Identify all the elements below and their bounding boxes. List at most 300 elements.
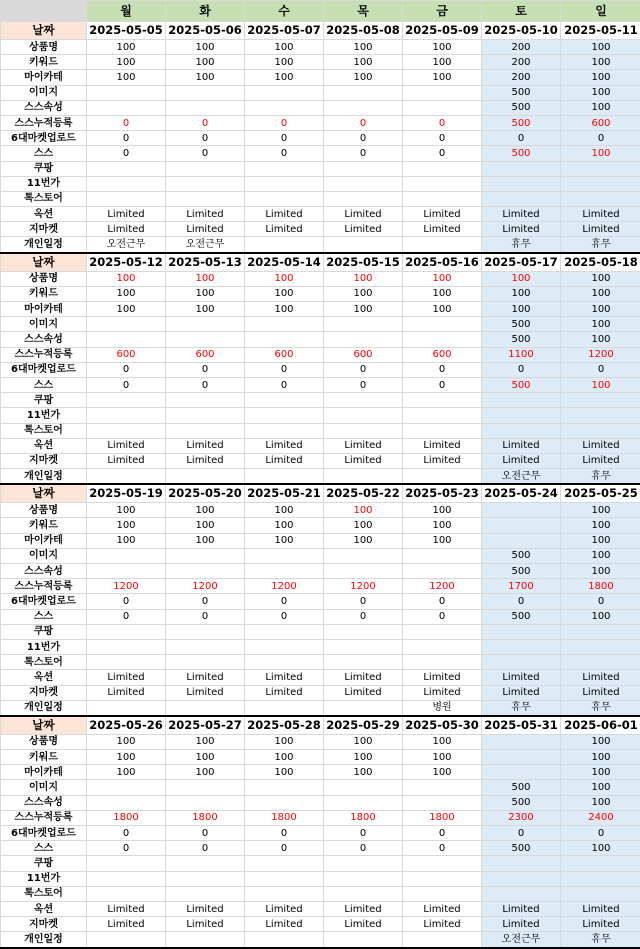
row-label-cell[interactable]: 옥션 <box>1 438 87 453</box>
data-cell[interactable]: 100 <box>87 533 166 548</box>
data-cell[interactable] <box>324 317 403 332</box>
row-label-cell[interactable]: 쿠팡 <box>1 393 87 408</box>
data-cell[interactable] <box>324 469 403 485</box>
row-label-cell[interactable]: 상품명 <box>1 734 87 749</box>
data-cell[interactable]: Limited <box>324 685 403 700</box>
data-cell[interactable]: 100 <box>561 533 640 548</box>
data-cell[interactable] <box>245 548 324 563</box>
data-cell[interactable] <box>324 176 403 191</box>
data-cell[interactable]: Limited <box>87 207 166 222</box>
date-cell[interactable]: 2025-05-07 <box>245 22 324 40</box>
data-cell[interactable]: Limited <box>482 917 561 932</box>
data-cell[interactable] <box>482 856 561 871</box>
data-cell[interactable]: 100 <box>87 70 166 85</box>
data-cell[interactable]: 휴무 <box>482 237 561 253</box>
data-cell[interactable]: 100 <box>324 765 403 780</box>
date-cell[interactable]: 2025-05-26 <box>87 716 166 735</box>
data-cell[interactable]: 100 <box>561 780 640 795</box>
data-cell[interactable]: 0 <box>324 594 403 609</box>
data-cell[interactable]: 500 <box>482 377 561 392</box>
data-cell[interactable] <box>482 503 561 518</box>
data-cell[interactable]: 0 <box>403 377 482 392</box>
data-cell[interactable]: Limited <box>324 438 403 453</box>
data-cell[interactable]: 100 <box>561 70 640 85</box>
data-cell[interactable]: Limited <box>166 670 245 685</box>
data-cell[interactable]: Limited <box>324 207 403 222</box>
data-cell[interactable]: 0 <box>166 609 245 624</box>
data-cell[interactable]: 오전근무 <box>482 932 561 948</box>
row-label-cell[interactable]: 스스누적등록 <box>1 115 87 130</box>
row-label-cell[interactable]: 6대마켓업로드 <box>1 826 87 841</box>
data-cell[interactable]: 200 <box>482 55 561 70</box>
data-cell[interactable]: 100 <box>561 841 640 856</box>
data-cell[interactable]: 100 <box>324 70 403 85</box>
data-cell[interactable]: 100 <box>561 564 640 579</box>
data-cell[interactable]: 100 <box>245 518 324 533</box>
date-cell[interactable]: 2025-05-31 <box>482 716 561 735</box>
row-label-cell[interactable]: 키워드 <box>1 55 87 70</box>
data-cell[interactable] <box>166 191 245 206</box>
data-cell[interactable] <box>482 871 561 886</box>
data-cell[interactable]: Limited <box>324 917 403 932</box>
data-cell[interactable]: 500 <box>482 100 561 115</box>
data-cell[interactable]: 100 <box>561 302 640 317</box>
data-cell[interactable]: Limited <box>403 917 482 932</box>
data-cell[interactable]: 오전근무 <box>87 237 166 253</box>
data-cell[interactable]: Limited <box>87 438 166 453</box>
row-label-cell[interactable]: 쿠팡 <box>1 624 87 639</box>
row-label-cell[interactable]: 이미지 <box>1 85 87 100</box>
data-cell[interactable]: 0 <box>482 594 561 609</box>
data-cell[interactable]: 100 <box>245 271 324 286</box>
data-cell[interactable] <box>245 932 324 948</box>
data-cell[interactable]: 100 <box>87 40 166 55</box>
data-cell[interactable]: 0 <box>87 594 166 609</box>
data-cell[interactable]: Limited <box>403 670 482 685</box>
data-cell[interactable] <box>245 886 324 901</box>
date-cell[interactable]: 2025-05-15 <box>324 253 403 272</box>
data-cell[interactable] <box>166 317 245 332</box>
date-cell[interactable]: 2025-05-22 <box>324 484 403 503</box>
data-cell[interactable]: 100 <box>166 734 245 749</box>
data-cell[interactable]: 2400 <box>561 810 640 825</box>
data-cell[interactable] <box>166 408 245 423</box>
row-label-cell[interactable]: 마이카테 <box>1 70 87 85</box>
date-cell[interactable]: 2025-05-19 <box>87 484 166 503</box>
row-label-cell[interactable]: 마이카테 <box>1 302 87 317</box>
data-cell[interactable]: 100 <box>403 503 482 518</box>
data-cell[interactable]: 병원 <box>403 700 482 716</box>
data-cell[interactable] <box>561 393 640 408</box>
data-cell[interactable]: Limited <box>245 222 324 237</box>
data-cell[interactable] <box>245 423 324 438</box>
data-cell[interactable]: 0 <box>324 146 403 161</box>
data-cell[interactable]: 100 <box>403 55 482 70</box>
row-label-cell[interactable]: 개인일정 <box>1 469 87 485</box>
date-cell[interactable]: 2025-05-12 <box>87 253 166 272</box>
data-cell[interactable] <box>166 176 245 191</box>
data-cell[interactable]: 100 <box>87 750 166 765</box>
data-cell[interactable]: 0 <box>245 609 324 624</box>
data-cell[interactable]: 100 <box>561 734 640 749</box>
data-cell[interactable] <box>403 85 482 100</box>
data-cell[interactable]: Limited <box>87 901 166 916</box>
data-cell[interactable]: 0 <box>324 131 403 146</box>
date-cell[interactable]: 2025-05-28 <box>245 716 324 735</box>
data-cell[interactable] <box>245 624 324 639</box>
date-cell[interactable]: 2025-05-10 <box>482 22 561 40</box>
data-cell[interactable] <box>403 780 482 795</box>
data-cell[interactable] <box>561 655 640 670</box>
row-label-cell[interactable]: 6대마켓업로드 <box>1 594 87 609</box>
data-cell[interactable]: 100 <box>561 286 640 301</box>
data-cell[interactable]: Limited <box>482 222 561 237</box>
data-cell[interactable]: 100 <box>166 503 245 518</box>
data-cell[interactable] <box>561 856 640 871</box>
weekday-header-cell[interactable]: 월 <box>87 1 166 22</box>
data-cell[interactable]: Limited <box>87 685 166 700</box>
data-cell[interactable]: 오전근무 <box>482 469 561 485</box>
row-label-cell[interactable]: 스스속성 <box>1 332 87 347</box>
data-cell[interactable]: 1800 <box>245 810 324 825</box>
data-cell[interactable]: 휴무 <box>561 237 640 253</box>
data-cell[interactable] <box>166 85 245 100</box>
data-cell[interactable] <box>245 100 324 115</box>
data-cell[interactable]: 100 <box>245 302 324 317</box>
data-cell[interactable] <box>166 161 245 176</box>
data-cell[interactable]: 500 <box>482 317 561 332</box>
data-cell[interactable]: 0 <box>87 115 166 130</box>
data-cell[interactable] <box>87 100 166 115</box>
data-cell[interactable]: 100 <box>561 271 640 286</box>
data-cell[interactable]: 0 <box>87 146 166 161</box>
data-cell[interactable]: 100 <box>561 795 640 810</box>
data-cell[interactable]: 1200 <box>245 579 324 594</box>
weekday-header-cell[interactable]: 목 <box>324 1 403 22</box>
data-cell[interactable] <box>324 237 403 253</box>
data-cell[interactable]: 0 <box>561 131 640 146</box>
data-cell[interactable]: 100 <box>166 533 245 548</box>
row-label-cell[interactable]: 쿠팡 <box>1 161 87 176</box>
data-cell[interactable]: 0 <box>245 146 324 161</box>
row-label-cell[interactable]: 스스 <box>1 609 87 624</box>
data-cell[interactable]: 100 <box>245 55 324 70</box>
data-cell[interactable] <box>403 624 482 639</box>
data-cell[interactable] <box>561 408 640 423</box>
data-cell[interactable]: 500 <box>482 795 561 810</box>
data-cell[interactable]: Limited <box>561 917 640 932</box>
data-cell[interactable]: 0 <box>403 841 482 856</box>
data-cell[interactable]: 100 <box>324 286 403 301</box>
data-cell[interactable]: 100 <box>324 734 403 749</box>
row-label-cell[interactable]: 11번가 <box>1 639 87 654</box>
data-cell[interactable] <box>403 191 482 206</box>
data-cell[interactable] <box>87 85 166 100</box>
data-cell[interactable] <box>87 191 166 206</box>
data-cell[interactable]: 100 <box>561 750 640 765</box>
data-cell[interactable] <box>166 856 245 871</box>
data-cell[interactable]: Limited <box>482 207 561 222</box>
data-cell[interactable]: 0 <box>87 377 166 392</box>
data-cell[interactable]: 0 <box>403 131 482 146</box>
date-label-cell[interactable]: 날짜 <box>1 484 87 503</box>
data-cell[interactable]: 100 <box>403 271 482 286</box>
data-cell[interactable] <box>403 237 482 253</box>
data-cell[interactable] <box>87 469 166 485</box>
data-cell[interactable]: 0 <box>324 362 403 377</box>
data-cell[interactable]: Limited <box>87 670 166 685</box>
data-cell[interactable] <box>245 795 324 810</box>
data-cell[interactable]: 500 <box>482 146 561 161</box>
data-cell[interactable]: Limited <box>561 222 640 237</box>
date-cell[interactable]: 2025-05-23 <box>403 484 482 503</box>
row-label-cell[interactable]: 옥션 <box>1 901 87 916</box>
data-cell[interactable]: 휴무 <box>561 700 640 716</box>
row-label-cell[interactable]: 11번가 <box>1 871 87 886</box>
data-cell[interactable]: 0 <box>403 826 482 841</box>
data-cell[interactable]: 100 <box>324 302 403 317</box>
row-label-cell[interactable]: 스스 <box>1 841 87 856</box>
data-cell[interactable] <box>166 932 245 948</box>
data-cell[interactable] <box>166 795 245 810</box>
data-cell[interactable] <box>403 176 482 191</box>
data-cell[interactable]: 100 <box>87 765 166 780</box>
data-cell[interactable]: 휴무 <box>482 700 561 716</box>
row-label-cell[interactable]: 이미지 <box>1 780 87 795</box>
data-cell[interactable]: 휴무 <box>561 932 640 948</box>
data-cell[interactable]: 100 <box>403 286 482 301</box>
data-cell[interactable] <box>245 161 324 176</box>
data-cell[interactable]: 600 <box>561 115 640 130</box>
data-cell[interactable] <box>324 780 403 795</box>
data-cell[interactable] <box>245 317 324 332</box>
date-label-cell[interactable]: 날짜 <box>1 253 87 272</box>
data-cell[interactable] <box>245 469 324 485</box>
data-cell[interactable]: 1200 <box>324 579 403 594</box>
data-cell[interactable]: 0 <box>245 594 324 609</box>
date-cell[interactable]: 2025-05-27 <box>166 716 245 735</box>
date-cell[interactable]: 2025-05-16 <box>403 253 482 272</box>
data-cell[interactable]: Limited <box>245 901 324 916</box>
data-cell[interactable] <box>403 317 482 332</box>
data-cell[interactable]: 1800 <box>87 810 166 825</box>
data-cell[interactable] <box>482 161 561 176</box>
data-cell[interactable] <box>403 332 482 347</box>
data-cell[interactable]: Limited <box>482 685 561 700</box>
data-cell[interactable] <box>482 533 561 548</box>
date-cell[interactable]: 2025-05-08 <box>324 22 403 40</box>
data-cell[interactable] <box>482 408 561 423</box>
data-cell[interactable]: Limited <box>245 207 324 222</box>
data-cell[interactable]: 오전근무 <box>166 237 245 253</box>
data-cell[interactable] <box>324 624 403 639</box>
data-cell[interactable]: 100 <box>561 85 640 100</box>
data-cell[interactable] <box>87 856 166 871</box>
data-cell[interactable]: 100 <box>561 55 640 70</box>
data-cell[interactable] <box>245 655 324 670</box>
data-cell[interactable]: 1800 <box>166 810 245 825</box>
data-cell[interactable] <box>87 332 166 347</box>
data-cell[interactable]: 500 <box>482 564 561 579</box>
data-cell[interactable]: 100 <box>403 40 482 55</box>
data-cell[interactable]: 0 <box>324 826 403 841</box>
data-cell[interactable] <box>482 176 561 191</box>
data-cell[interactable]: Limited <box>482 453 561 468</box>
data-cell[interactable] <box>324 85 403 100</box>
row-label-cell[interactable]: 키워드 <box>1 286 87 301</box>
data-cell[interactable]: 0 <box>87 362 166 377</box>
data-cell[interactable]: 0 <box>403 115 482 130</box>
row-label-cell[interactable]: 이미지 <box>1 317 87 332</box>
data-cell[interactable]: 1200 <box>166 579 245 594</box>
data-cell[interactable]: 100 <box>561 503 640 518</box>
data-cell[interactable]: 100 <box>87 734 166 749</box>
row-label-cell[interactable]: 지마켓 <box>1 222 87 237</box>
data-cell[interactable] <box>403 469 482 485</box>
data-cell[interactable]: 100 <box>245 750 324 765</box>
data-cell[interactable]: Limited <box>482 670 561 685</box>
data-cell[interactable] <box>561 161 640 176</box>
row-label-cell[interactable]: 이미지 <box>1 548 87 563</box>
data-cell[interactable] <box>403 856 482 871</box>
date-cell[interactable]: 2025-05-17 <box>482 253 561 272</box>
data-cell[interactable] <box>403 548 482 563</box>
weekday-header-cell[interactable]: 수 <box>245 1 324 22</box>
row-label-cell[interactable]: 스스누적등록 <box>1 347 87 362</box>
data-cell[interactable]: 100 <box>245 734 324 749</box>
data-cell[interactable]: 100 <box>87 518 166 533</box>
data-cell[interactable]: 0 <box>166 377 245 392</box>
data-cell[interactable]: 0 <box>166 594 245 609</box>
data-cell[interactable]: 600 <box>166 347 245 362</box>
row-label-cell[interactable]: 톡스토어 <box>1 423 87 438</box>
data-cell[interactable] <box>403 886 482 901</box>
date-cell[interactable]: 2025-05-25 <box>561 484 640 503</box>
data-cell[interactable]: 100 <box>324 503 403 518</box>
data-cell[interactable]: 0 <box>166 115 245 130</box>
data-cell[interactable]: 100 <box>561 332 640 347</box>
data-cell[interactable]: Limited <box>166 901 245 916</box>
data-cell[interactable] <box>324 161 403 176</box>
row-label-cell[interactable]: 지마켓 <box>1 917 87 932</box>
data-cell[interactable] <box>403 795 482 810</box>
data-cell[interactable] <box>324 564 403 579</box>
date-cell[interactable]: 2025-05-20 <box>166 484 245 503</box>
data-cell[interactable]: 100 <box>245 286 324 301</box>
data-cell[interactable] <box>87 423 166 438</box>
row-label-cell[interactable]: 스스 <box>1 377 87 392</box>
data-cell[interactable]: 100 <box>245 533 324 548</box>
data-cell[interactable]: 600 <box>87 347 166 362</box>
data-cell[interactable] <box>87 548 166 563</box>
data-cell[interactable]: 0 <box>561 362 640 377</box>
data-cell[interactable] <box>87 700 166 716</box>
data-cell[interactable] <box>87 176 166 191</box>
data-cell[interactable] <box>482 191 561 206</box>
data-cell[interactable]: 100 <box>403 734 482 749</box>
data-cell[interactable] <box>166 655 245 670</box>
data-cell[interactable]: Limited <box>166 438 245 453</box>
date-cell[interactable]: 2025-05-11 <box>561 22 640 40</box>
row-label-cell[interactable]: 키워드 <box>1 750 87 765</box>
weekday-header-cell[interactable]: 토 <box>482 1 561 22</box>
data-cell[interactable] <box>87 639 166 654</box>
data-cell[interactable]: 100 <box>245 40 324 55</box>
date-cell[interactable]: 2025-05-05 <box>87 22 166 40</box>
data-cell[interactable] <box>403 393 482 408</box>
data-cell[interactable] <box>245 564 324 579</box>
row-label-cell[interactable]: 톡스토어 <box>1 886 87 901</box>
data-cell[interactable] <box>324 700 403 716</box>
data-cell[interactable] <box>87 564 166 579</box>
data-cell[interactable]: 1700 <box>482 579 561 594</box>
data-cell[interactable]: 1200 <box>561 347 640 362</box>
data-cell[interactable] <box>245 176 324 191</box>
data-cell[interactable] <box>166 700 245 716</box>
row-label-cell[interactable]: 스스속성 <box>1 795 87 810</box>
row-label-cell[interactable]: 마이카테 <box>1 533 87 548</box>
data-cell[interactable]: 100 <box>87 55 166 70</box>
data-cell[interactable]: Limited <box>245 438 324 453</box>
data-cell[interactable]: 100 <box>482 286 561 301</box>
data-cell[interactable]: 0 <box>482 826 561 841</box>
data-cell[interactable] <box>87 393 166 408</box>
data-cell[interactable] <box>245 191 324 206</box>
data-cell[interactable]: 200 <box>482 40 561 55</box>
data-cell[interactable]: Limited <box>166 917 245 932</box>
data-cell[interactable]: 1800 <box>403 810 482 825</box>
data-cell[interactable] <box>87 886 166 901</box>
row-label-cell[interactable]: 스스속성 <box>1 100 87 115</box>
data-cell[interactable]: 500 <box>482 332 561 347</box>
data-cell[interactable]: 500 <box>482 841 561 856</box>
data-cell[interactable]: Limited <box>403 222 482 237</box>
data-cell[interactable]: 0 <box>87 609 166 624</box>
data-cell[interactable]: 0 <box>166 826 245 841</box>
data-cell[interactable]: 100 <box>561 100 640 115</box>
data-cell[interactable] <box>482 423 561 438</box>
date-cell[interactable]: 2025-06-01 <box>561 716 640 735</box>
data-cell[interactable]: Limited <box>245 917 324 932</box>
data-cell[interactable]: 0 <box>403 594 482 609</box>
data-cell[interactable]: 100 <box>87 302 166 317</box>
row-label-cell[interactable]: 마이카테 <box>1 765 87 780</box>
data-cell[interactable] <box>245 237 324 253</box>
row-label-cell[interactable]: 쿠팡 <box>1 856 87 871</box>
row-label-cell[interactable]: 옥션 <box>1 207 87 222</box>
data-cell[interactable] <box>87 317 166 332</box>
data-cell[interactable]: Limited <box>87 917 166 932</box>
data-cell[interactable] <box>561 624 640 639</box>
data-cell[interactable]: 100 <box>87 286 166 301</box>
data-cell[interactable]: 100 <box>166 70 245 85</box>
date-label-cell[interactable]: 날짜 <box>1 716 87 735</box>
date-cell[interactable]: 2025-05-21 <box>245 484 324 503</box>
data-cell[interactable] <box>245 332 324 347</box>
data-cell[interactable]: 100 <box>87 503 166 518</box>
data-cell[interactable] <box>324 332 403 347</box>
data-cell[interactable] <box>561 423 640 438</box>
date-cell[interactable]: 2025-05-14 <box>245 253 324 272</box>
data-cell[interactable]: 1100 <box>482 347 561 362</box>
date-cell[interactable]: 2025-05-06 <box>166 22 245 40</box>
data-cell[interactable]: 0 <box>245 377 324 392</box>
data-cell[interactable]: 100 <box>245 503 324 518</box>
data-cell[interactable] <box>166 548 245 563</box>
data-cell[interactable] <box>324 886 403 901</box>
data-cell[interactable]: 0 <box>166 362 245 377</box>
data-cell[interactable] <box>166 624 245 639</box>
